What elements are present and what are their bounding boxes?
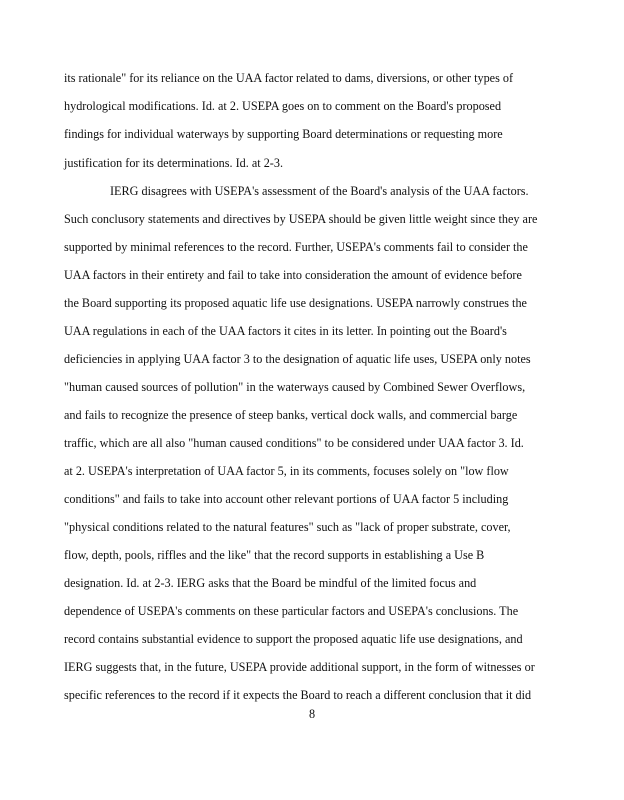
- text-line-16: conditions" and fails to take into account other relevant portions of UAA factor 5 including: [64, 492, 509, 506]
- text-line-22: IERG suggests that, in the future, USEPA provide additional support, in the form of witnesses or: [64, 660, 535, 674]
- text-line-21: record contains substantial evidence to support the proposed aquatic life use designations, and: [64, 632, 523, 646]
- text-line-18: flow, depth, pools, riffles and the like" that the record supports in establishing a Use B: [64, 548, 485, 562]
- text-line-2: hydrological modifications. Id. at 2. USEPA goes on to comment on the Board's proposed: [64, 99, 502, 113]
- text-line-12: "human caused sources of pollution" in the waterways caused by Combined Sewer Overflows,: [64, 380, 526, 394]
- text-line-15: at 2. USEPA's interpretation of UAA factor 5, in its comments, focuses solely on "low flow: [64, 464, 509, 478]
- text-line-17: "physical conditions related to the natural features" such as "lack of proper substrate, cover,: [64, 520, 511, 534]
- paragraph-start-line: IERG disagrees with USEPA's assessment of the Board's analysis of the UAA factors.: [110, 184, 529, 198]
- text-line-23: specific references to the record if it expects the Board to reach a different conclusion that it did: [64, 688, 532, 702]
- text-line-6: Such conclusory statements and directives by USEPA should be given little weight since they are: [64, 212, 538, 226]
- text-line-3: findings for individual waterways by supporting Board determinations or requesting more: [64, 127, 503, 141]
- text-line-19: designation. Id. at 2-3. IERG asks that the Board be mindful of the limited focus and: [64, 576, 477, 590]
- text-line-10: UAA regulations in each of the UAA factors it cites in its letter. In pointing out the Board's: [64, 324, 507, 338]
- page-number: 8: [308, 707, 316, 721]
- text-line-4: justification for its determinations. Id. at 2-3.: [64, 156, 283, 170]
- text-line-14: traffic, which are all also "human caused conditions" to be considered under UAA factor 3. Id.: [64, 436, 524, 450]
- text-line-9: the Board supporting its proposed aquatic life use designations. USEPA narrowly construes the: [64, 296, 527, 310]
- text-line-1: its rationale" for its reliance on the UAA factor related to dams, diversions, or other types of: [64, 71, 514, 85]
- text-line-7: supported by minimal references to the record. Further, USEPA's comments fail to consider the: [64, 240, 528, 254]
- text-line-13: and fails to recognize the presence of steep banks, vertical dock walls, and commercial barge: [64, 408, 518, 422]
- text-line-20: dependence of USEPA's comments on these particular factors and USEPA's conclusions. The: [64, 604, 519, 618]
- text-line-11: deficiencies in applying UAA factor 3 to the designation of aquatic life uses, USEPA only notes: [64, 352, 531, 366]
- text-line-8: UAA factors in their entirety and fail to take into consideration the amount of evidence before: [64, 268, 522, 282]
